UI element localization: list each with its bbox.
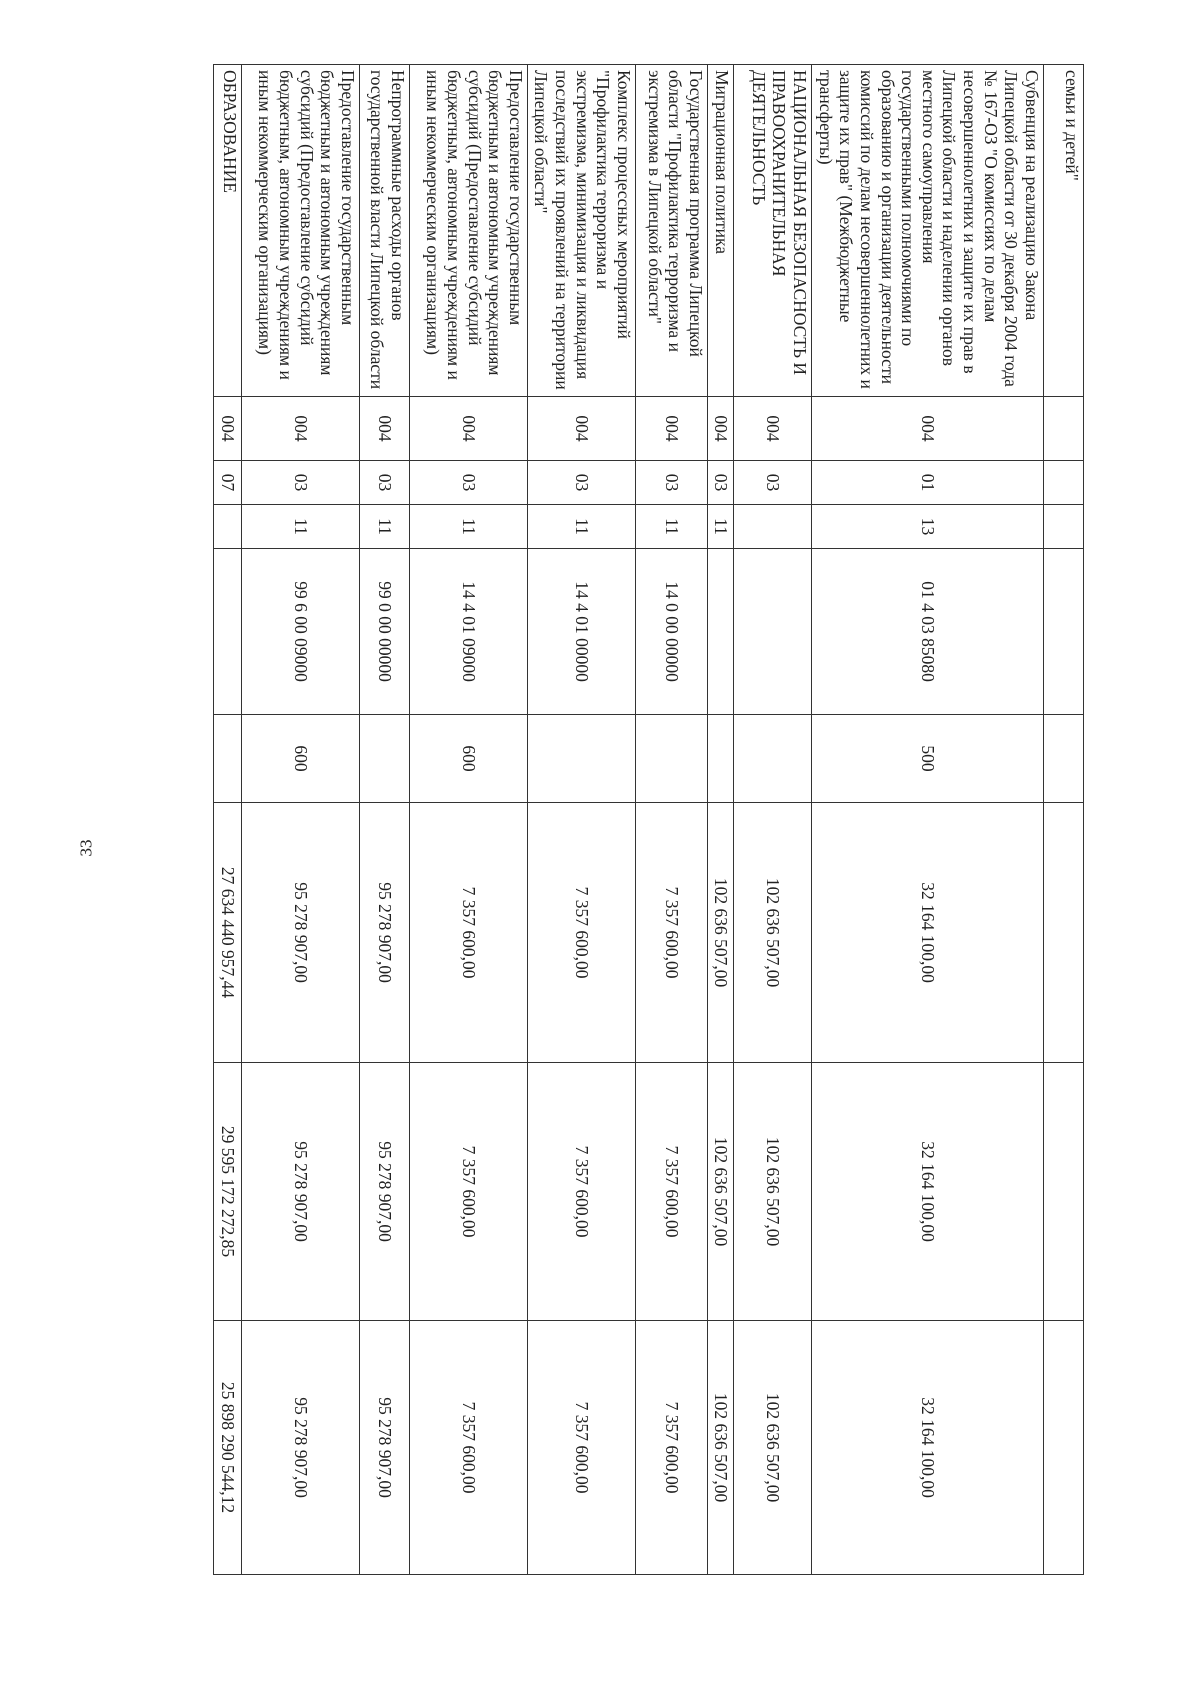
- row-vr: [734, 715, 812, 803]
- row-vr: [1044, 715, 1084, 803]
- table-row: [214, 65, 242, 1575]
- row-ved: 004: [708, 397, 734, 461]
- row-csr: 01 4 03 85080: [812, 549, 1044, 715]
- table-row: [708, 65, 734, 1575]
- row-pr: 13: [812, 505, 1044, 549]
- row-name: ОБРАЗОВАНИЕ: [214, 65, 242, 397]
- row-name: Государственная программа Липецкой области "Профилактика терроризма и экстремизма в Липецкой области": [636, 65, 708, 397]
- row-ved: 004: [242, 397, 360, 461]
- row-vr: 600: [242, 715, 360, 803]
- budget-table-rotated: [114, 64, 1084, 1574]
- row-ved: 004: [360, 397, 410, 461]
- row-sum-1: 7 357 600,00: [528, 803, 636, 1063]
- row-name: Предоставление государственным бюджетным и автономным учреждениям субсидий (Предоставление субсидий бюджетным, автономным учреждениям и иным некоммерческим организациям): [410, 65, 528, 397]
- table-row: [410, 65, 528, 1575]
- row-sum-2: [1044, 1063, 1084, 1321]
- table-row: [360, 65, 410, 1575]
- row-sum-1: 95 278 907,00: [360, 803, 410, 1063]
- row-ved: 004: [734, 397, 812, 461]
- table-row: [242, 65, 360, 1575]
- row-sum-3: 7 357 600,00: [636, 1321, 708, 1575]
- row-sum-1: 32 164 100,00: [812, 803, 1044, 1063]
- row-vr: 600: [410, 715, 528, 803]
- row-ved: 004: [214, 397, 242, 461]
- row-sum-2: 102 636 507,00: [734, 1063, 812, 1321]
- row-rz: 03: [528, 461, 636, 505]
- row-csr: [1044, 549, 1084, 715]
- table-row: [1044, 65, 1084, 1575]
- row-sum-3: [1044, 1321, 1084, 1575]
- row-sum-3: 102 636 507,00: [734, 1321, 812, 1575]
- row-csr: [734, 549, 812, 715]
- row-rz: 03: [734, 461, 812, 505]
- row-pr: 11: [242, 505, 360, 549]
- row-vr: [636, 715, 708, 803]
- row-sum-3: 7 357 600,00: [410, 1321, 528, 1575]
- row-ved: [1044, 397, 1084, 461]
- row-sum-1: 27 634 440 957,44: [214, 803, 242, 1063]
- row-csr: 99 6 00 09000: [242, 549, 360, 715]
- row-sum-3: 7 357 600,00: [528, 1321, 636, 1575]
- row-sum-2: 7 357 600,00: [636, 1063, 708, 1321]
- table-row: [734, 65, 812, 1575]
- row-sum-3: 102 636 507,00: [708, 1321, 734, 1575]
- row-name: Миграционная политика: [708, 65, 734, 397]
- page-number: 33: [76, 839, 96, 857]
- row-name: Предоставление государственным бюджетным и автономным учреждениям субсидий (Предоставление субсидий бюджетным, автономным учреждениям и иным некоммерческим организациям): [242, 65, 360, 397]
- row-sum-1: 102 636 507,00: [708, 803, 734, 1063]
- row-sum-2: 7 357 600,00: [528, 1063, 636, 1321]
- row-sum-2: 7 357 600,00: [410, 1063, 528, 1321]
- row-sum-3: 95 278 907,00: [242, 1321, 360, 1575]
- row-rz: 03: [242, 461, 360, 505]
- row-sum-2: 102 636 507,00: [708, 1063, 734, 1321]
- table-row: [636, 65, 708, 1575]
- row-pr: 11: [708, 505, 734, 549]
- row-pr: [1044, 505, 1084, 549]
- row-vr: [708, 715, 734, 803]
- row-csr: [708, 549, 734, 715]
- row-name: семьи и детей": [1044, 65, 1084, 397]
- row-csr: 14 0 00 00000: [636, 549, 708, 715]
- row-rz: 03: [410, 461, 528, 505]
- row-vr: 500: [812, 715, 1044, 803]
- row-ved: 004: [410, 397, 528, 461]
- row-sum-2: 29 595 172 272,85: [214, 1063, 242, 1321]
- row-csr: [214, 549, 242, 715]
- row-sum-2: 95 278 907,00: [360, 1063, 410, 1321]
- row-sum-2: 32 164 100,00: [812, 1063, 1044, 1321]
- row-vr: [360, 715, 410, 803]
- row-csr: 99 0 00 00000: [360, 549, 410, 715]
- table-row: [528, 65, 636, 1575]
- row-rz: 07: [214, 461, 242, 505]
- row-ved: 004: [636, 397, 708, 461]
- row-name: Субвенция на реализацию Закона Липецкой области от 30 декабря 2004 года № 167-ОЗ "О комиссиях по делам несовершеннолетних и защите их прав в Липецкой области и наделении органов местного самоуправления государственными полномочиями по образованию и организации деятельности комиссий по делам несовершеннолетних и защите их прав" (Межбюджетные трансферты): [812, 65, 1044, 397]
- row-sum-1: 7 357 600,00: [410, 803, 528, 1063]
- row-name: Непрограммные расходы органов государственной власти Липецкой области: [360, 65, 410, 397]
- row-ved: 004: [528, 397, 636, 461]
- row-pr: 11: [528, 505, 636, 549]
- row-pr: 11: [360, 505, 410, 549]
- row-pr: 11: [410, 505, 528, 549]
- row-rz: [1044, 461, 1084, 505]
- row-rz: 03: [360, 461, 410, 505]
- row-pr: [734, 505, 812, 549]
- table-row: [812, 65, 1044, 1575]
- row-sum-1: 7 357 600,00: [636, 803, 708, 1063]
- row-sum-1: 95 278 907,00: [242, 803, 360, 1063]
- row-csr: 14 4 01 00000: [528, 549, 636, 715]
- row-sum-1: [1044, 803, 1084, 1063]
- row-sum-3: 25 898 290 544,12: [214, 1321, 242, 1575]
- row-csr: 14 4 01 09000: [410, 549, 528, 715]
- row-sum-1: 102 636 507,00: [734, 803, 812, 1063]
- row-pr: [214, 505, 242, 549]
- row-rz: 01: [812, 461, 1044, 505]
- row-ved: 004: [812, 397, 1044, 461]
- row-vr: [214, 715, 242, 803]
- row-vr: [528, 715, 636, 803]
- row-rz: 03: [708, 461, 734, 505]
- row-sum-2: 95 278 907,00: [242, 1063, 360, 1321]
- budget-table: [213, 64, 1084, 1575]
- row-pr: 11: [636, 505, 708, 549]
- row-sum-3: 95 278 907,00: [360, 1321, 410, 1575]
- row-name: НАЦИОНАЛЬНАЯ БЕЗОПАСНОСТЬ И ПРАВООХРАНИТЕЛЬНАЯ ДЕЯТЕЛЬНОСТЬ: [734, 65, 812, 397]
- row-name: Комплекс процессных мероприятий "Профилактика терроризма и экстремизма, минимизация и ликвидация последствий их проявлений на территории Липецкой области": [528, 65, 636, 397]
- row-sum-3: 32 164 100,00: [812, 1321, 1044, 1575]
- row-rz: 03: [636, 461, 708, 505]
